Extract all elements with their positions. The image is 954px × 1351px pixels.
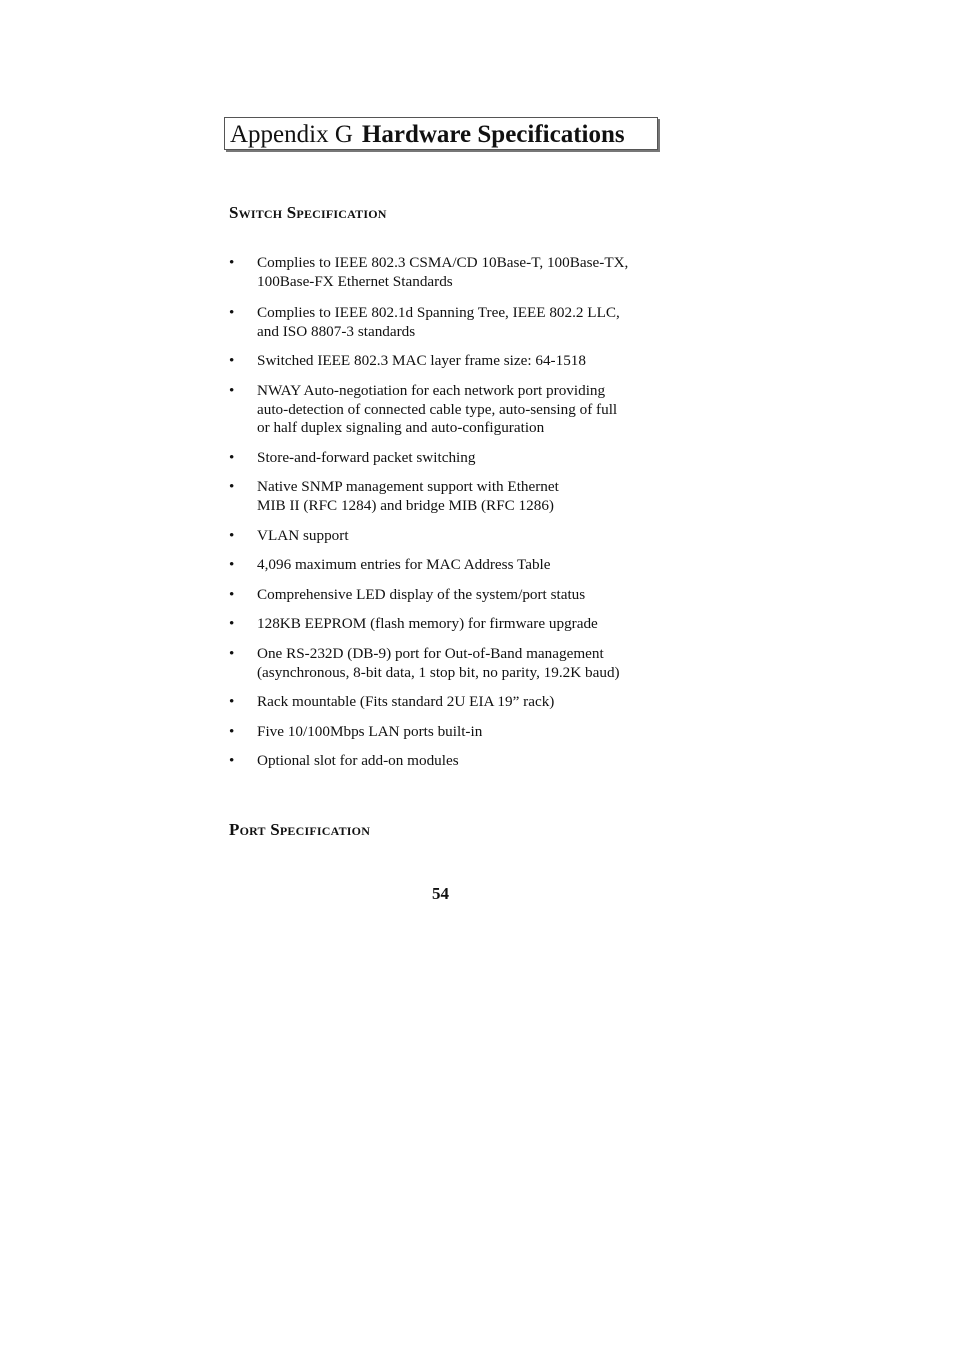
page-title: Hardware Specifications [361, 121, 625, 148]
list-item-text: Complies to IEEE 802.3 CSMA/CD 10Base-T, 100Base-TX, [257, 254, 629, 271]
list-item-text: Comprehensive LED display of the system/port status [257, 585, 586, 603]
bullet-icon: • [229, 693, 235, 711]
list-item [229, 449, 669, 468]
list-item-text: Switched IEEE 802.3 MAC layer frame size: 64-1518 [257, 352, 586, 370]
list-item-text: (asynchronous, 8-bit data, 1 stop bit, no parity, 19.2K baud) [257, 663, 620, 681]
list-item-text: Complies to IEEE 802.1d Spanning Tree, IEEE 802.2 LLC, [257, 304, 620, 322]
list-item [229, 615, 669, 634]
list-item-text: 128KB EEPROM (flash memory) for firmware upgrade [257, 615, 598, 633]
list-item-text: and ISO 8807-3 standards [257, 322, 416, 340]
appendix-label: Appendix G [230, 121, 353, 148]
list-item-text: Rack mountable (Fits standard 2U EIA 19” rack) [257, 693, 555, 711]
list-item-text: Native SNMP management support with Ethernet [257, 478, 559, 496]
list-item-text: auto-detection of connected cable type, auto-sensing of full [257, 400, 618, 418]
appendix-title-box [224, 117, 658, 150]
list-item [229, 527, 669, 546]
bullet-icon: • [229, 478, 235, 496]
list-item [229, 304, 669, 341]
list-item [229, 352, 669, 371]
bullet-icon: • [229, 556, 235, 574]
bullet-icon: • [229, 448, 235, 466]
list-item [229, 752, 669, 771]
list-item [229, 382, 669, 438]
list-item-text: VLAN support [257, 526, 349, 544]
section-heading-switch: Switch Specification [229, 203, 387, 222]
bullet-icon: • [229, 585, 235, 603]
list-item-text: or half duplex signaling and auto-configuration [257, 419, 545, 437]
list-item-text: Optional slot for add-on modules [257, 752, 459, 770]
list-item-text: NWAY Auto-negotiation for each network port providing [257, 381, 606, 399]
list-item-text: MIB II (RFC 1284) and bridge MIB (RFC 1286) [257, 496, 554, 514]
bullet-icon: • [229, 615, 235, 633]
list-item [229, 645, 669, 682]
switch-spec-list [229, 254, 669, 771]
bullet-icon: • [229, 644, 235, 662]
list-item [229, 478, 669, 515]
bullet-icon: • [229, 722, 235, 740]
bullet-icon: • [229, 381, 235, 399]
page-number: 54 [432, 884, 449, 903]
list-item-text: Store-and-forward packet switching [257, 448, 476, 466]
list-item [229, 254, 669, 291]
bullet-icon: • [229, 752, 235, 770]
bullet-icon: • [229, 254, 235, 271]
list-item [229, 556, 669, 575]
bullet-icon: • [229, 526, 235, 544]
list-item [229, 723, 669, 742]
list-item [229, 586, 669, 605]
list-item [229, 693, 669, 712]
list-item-text: 100Base-FX Ethernet Standards [257, 272, 453, 290]
list-item-text: 4,096 maximum entries for MAC Address Table [257, 556, 551, 574]
list-item-text: Five 10/100Mbps LAN ports built-in [257, 722, 483, 740]
bullet-icon: • [229, 352, 235, 370]
section-heading-port: Port Specification [229, 820, 371, 839]
list-item-text: One RS-232D (DB-9) port for Out-of-Band management [257, 644, 604, 662]
bullet-icon: • [229, 304, 235, 322]
